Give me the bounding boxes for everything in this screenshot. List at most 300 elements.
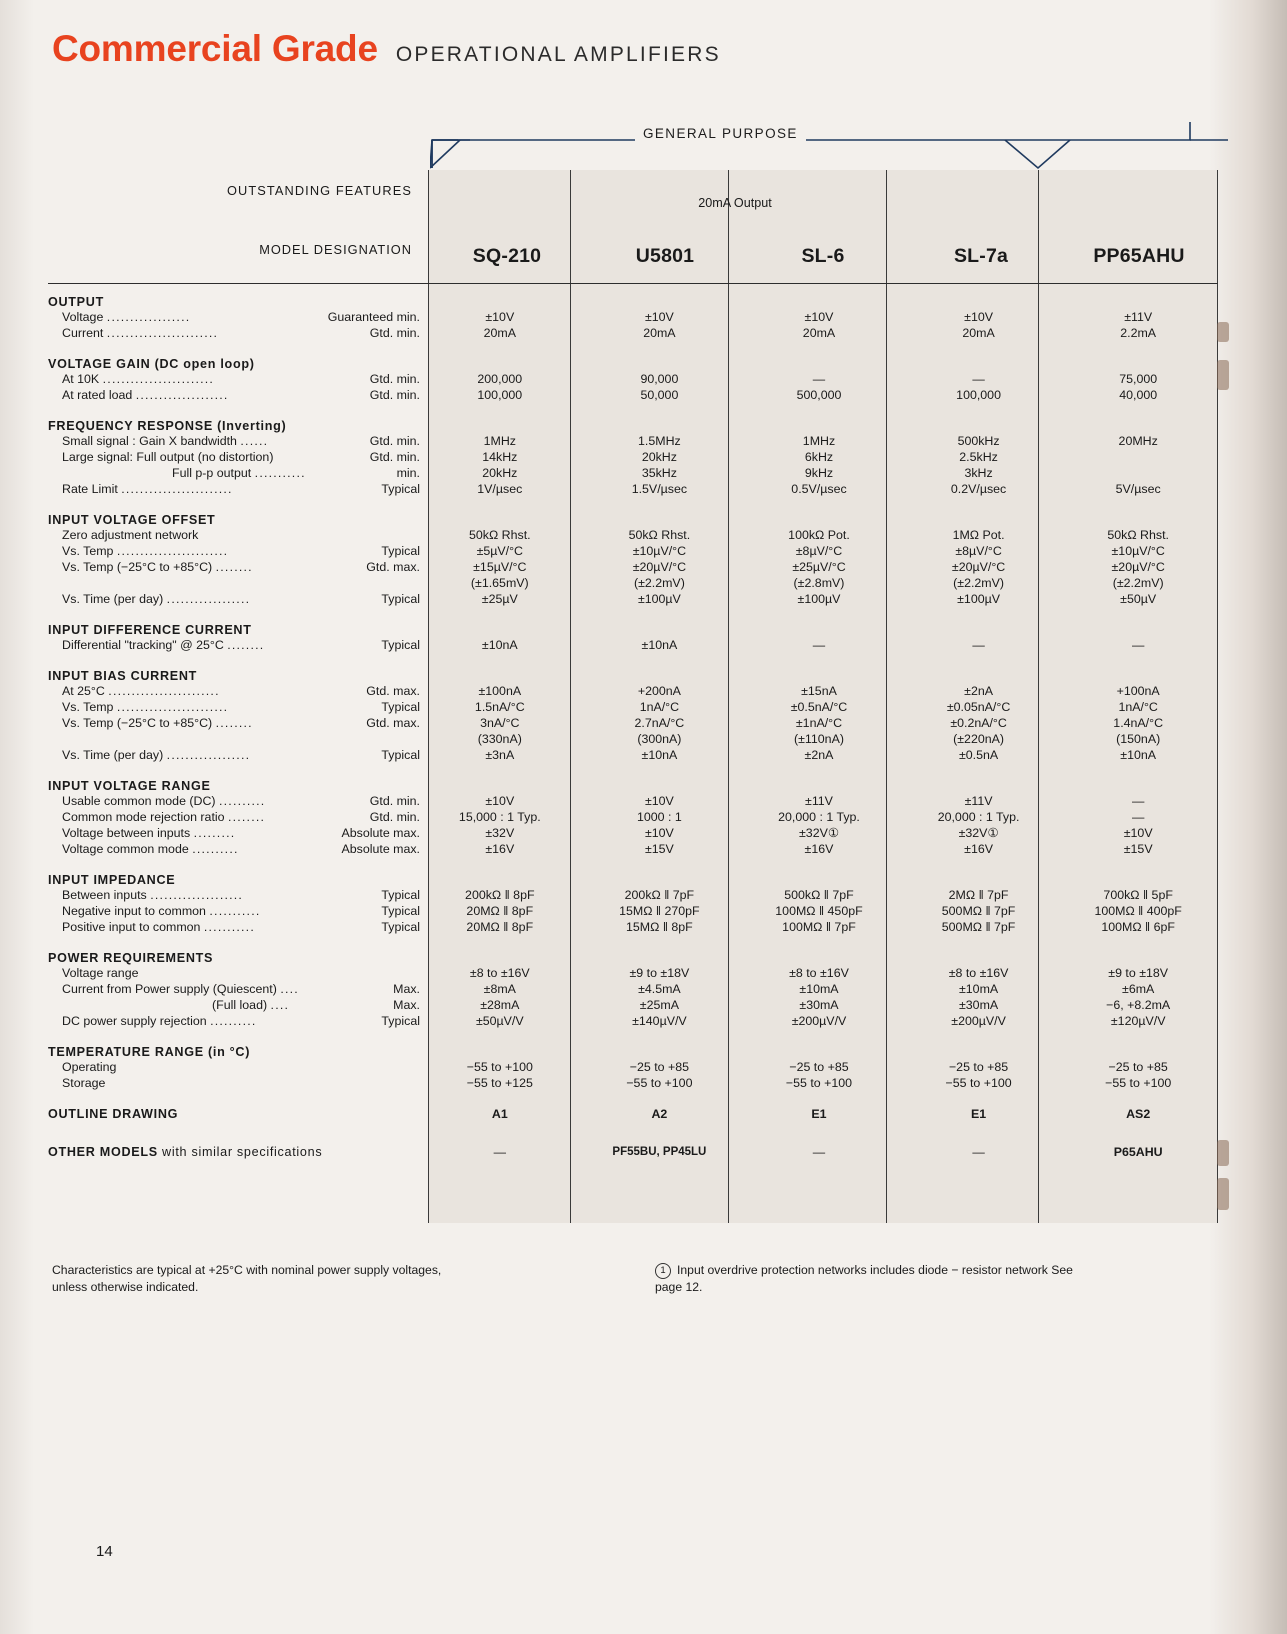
cell-sq-210: ±32V	[485, 826, 515, 840]
spec-section	[48, 350, 1218, 412]
cell-sl-7a: ±2nA	[964, 684, 993, 698]
cell-sl-7a: 100,000	[956, 388, 1001, 402]
row-values	[420, 715, 1218, 731]
cell-sl-6: E1	[811, 1107, 827, 1121]
binder-mark	[1217, 1140, 1229, 1166]
cell-sl-6: ±15nA	[801, 684, 837, 698]
cell-pp65ahu: 5V/µsec	[1115, 482, 1161, 496]
cell-sl-6: ±200µV/V	[791, 1014, 847, 1028]
table-row	[48, 731, 1218, 747]
cell-sl-7a: ±0.2nA/°C	[950, 716, 1007, 730]
cell-sl-6: 20,000 : 1 Typ.	[778, 810, 860, 824]
cell-sq-210: 20kHz	[482, 466, 518, 480]
cell-pp65ahu	[1058, 449, 1218, 465]
row-label: (Full load) .... Max.	[212, 998, 420, 1012]
row-values	[420, 387, 1218, 403]
cell-sq-210: 200kΩ ‖ 8pF	[465, 888, 535, 902]
table-row	[48, 1013, 1218, 1029]
cell-u5801: 1.5MHz	[638, 434, 681, 448]
row-values	[420, 543, 1218, 559]
cell-sl-7a: ±20µV/°C	[951, 560, 1006, 574]
cell-pp65ahu: ±50µV	[1120, 592, 1157, 606]
general-purpose-bracket	[430, 120, 1230, 170]
cell-sl-6: ±2nA	[804, 748, 834, 762]
cell-sq-210: 200,000	[477, 372, 523, 386]
cell-u5801: −55 to +100	[626, 1076, 693, 1090]
cell-u5801: ±10V	[644, 826, 674, 840]
row-label: Storage	[62, 1076, 106, 1090]
spec-section	[48, 412, 1218, 506]
row-label: Vs. Time (per day) .................. Typical	[62, 592, 420, 606]
row-label: At rated load .................... Gtd. min.	[62, 388, 420, 402]
section-spacer	[48, 1029, 1218, 1038]
row-label: Large signal: Full output (no distortion) Gtd. min.	[62, 450, 420, 464]
section-title: FREQUENCY RESPONSE (Inverting)	[48, 419, 287, 433]
page-number: 14	[96, 1543, 113, 1560]
cell-sq-210: ±10V	[485, 794, 515, 808]
model-header-sl7a: SL-7a	[953, 245, 1009, 267]
cell-pp65ahu: (±2.2mV)	[1112, 576, 1164, 590]
cell-sl-7a: 500kHz	[957, 434, 1000, 448]
row-label: Positive input to common ........... Typical	[62, 920, 420, 934]
row-label: Voltage range	[62, 966, 139, 980]
row-values	[420, 559, 1218, 575]
cell-sl-7a: ±16V	[964, 842, 993, 856]
row-label: Current ........................ Gtd. min.	[62, 326, 420, 340]
cell-sl-7a: ±32V①	[958, 826, 999, 840]
table-row	[48, 715, 1218, 731]
cell-sl-6: ±10V	[804, 310, 834, 324]
cell-sq-210: 14kHz	[482, 450, 518, 464]
section-title: TEMPERATURE RANGE (in °C)	[48, 1045, 251, 1059]
cell-sl-6: 100kΩ Pot.	[788, 528, 850, 542]
cell-sl-6: ±10mA	[799, 982, 839, 996]
cell-sl-7a: 500MΩ ‖ 7pF	[941, 904, 1016, 918]
cell-sl-7a: ±30mA	[958, 998, 999, 1012]
row-values	[420, 371, 1218, 387]
row-values	[420, 325, 1218, 341]
cell-sl-7a: —	[972, 1145, 985, 1159]
cell-pp65ahu: —	[1131, 794, 1145, 808]
row-label: At 25°C ........................ Gtd. max.	[62, 684, 420, 698]
spec-section	[48, 944, 1218, 1038]
cell-u5801: ±10µV/°C	[632, 544, 687, 558]
cell-sl-7a: 3kHz	[964, 466, 993, 480]
row-label: OUTLINE DRAWING	[48, 1107, 179, 1121]
table-row	[48, 387, 1218, 403]
model-header-u5801: U5801	[635, 245, 695, 267]
cell-sq-210: 1.5nA/°C	[474, 700, 525, 714]
cell-sq-210: ±25µV	[481, 592, 518, 606]
header-label-column	[48, 183, 420, 257]
row-values	[420, 731, 1218, 747]
cell-sl-6: —	[812, 372, 826, 386]
row-values	[420, 919, 1218, 935]
table-row	[48, 433, 1218, 449]
cell-u5801: ±10nA	[641, 748, 678, 762]
row-label: Current from Power supply (Quiescent) .... Max.	[62, 982, 420, 996]
cell-u5801: (±2.2mV)	[633, 576, 685, 590]
section-title: OUTPUT	[48, 295, 104, 309]
cell-u5801: ±140µV/V	[632, 1014, 687, 1028]
section-spacer	[48, 857, 1218, 866]
cell-u5801: 90,000	[640, 372, 679, 386]
table-row	[48, 559, 1218, 575]
cell-pp65ahu: ±11V	[1124, 310, 1153, 324]
cell-sl-7a: ±11V	[964, 794, 993, 808]
row-label: Between inputs .................... Typical	[62, 888, 420, 902]
cell-sq-210: 1MHz	[483, 434, 516, 448]
cell-u5801: 20kHz	[641, 450, 677, 464]
cell-sq-210: 20mA	[483, 326, 516, 340]
row-label: Vs. Temp (−25°C to +85°C) ........ Gtd. max.	[62, 716, 420, 730]
row-values	[420, 527, 1218, 543]
section-title: INPUT VOLTAGE RANGE	[48, 779, 211, 793]
section-spacer	[48, 763, 1218, 772]
cell-pp65ahu: −55 to +100	[1105, 1076, 1172, 1090]
row-values	[420, 591, 1218, 607]
cell-sl-7a: (±220nA)	[953, 732, 1005, 746]
footnote-right-text: Input overdrive protection networks includes diode − resistor network See page 12.	[655, 1263, 1073, 1294]
cell-pp65ahu: 75,000	[1119, 372, 1158, 386]
table-row	[48, 809, 1218, 825]
cell-sl-6: ±100µV	[797, 592, 841, 606]
cell-u5801: 20mA	[643, 326, 676, 340]
cell-u5801: 1nA/°C	[639, 700, 680, 714]
table-row	[48, 591, 1218, 607]
cell-sl-6: (±2.8mV)	[793, 576, 845, 590]
section-spacer	[48, 653, 1218, 662]
table-row	[48, 465, 1218, 481]
spec-section	[48, 506, 1218, 616]
row-label: Voltage .................. Guaranteed min.	[62, 310, 420, 324]
brand-title: Commercial Grade	[52, 28, 378, 69]
cell-u5801: 200kΩ ‖ 7pF	[624, 888, 695, 902]
cell-sl-6: ±0.5nA/°C	[790, 700, 848, 714]
cell-u5801: ±20µV/°C	[632, 560, 687, 574]
group-note-20ma: 20mA Output	[698, 196, 772, 210]
section-spacer	[48, 403, 1218, 412]
cell-sl-6: 500kΩ ‖ 7pF	[784, 888, 854, 902]
cell-pp65ahu: ±20µV/°C	[1111, 560, 1165, 574]
cell-pp65ahu: ±9 to ±18V	[1108, 966, 1169, 980]
cell-sq-210: ±50µV/V	[475, 1014, 524, 1028]
row-values	[420, 903, 1218, 919]
row-values	[420, 747, 1218, 763]
cell-sl-7a: 20mA	[962, 326, 995, 340]
cell-pp65ahu: (150nA)	[1116, 732, 1161, 746]
row-values	[420, 1075, 1218, 1091]
cell-pp65ahu: 50kΩ Rhst.	[1107, 528, 1169, 542]
section-title: POWER REQUIREMENTS	[48, 951, 214, 965]
model-header-sl6: SL-6	[801, 245, 845, 267]
cell-sl-6: (±110nA)	[794, 732, 844, 746]
cell-sl-6: 1MHz	[802, 434, 836, 448]
section-title: VOLTAGE GAIN (DC open loop)	[48, 357, 255, 371]
row-label: Small signal : Gain X bandwidth ...... Gtd. min.	[62, 434, 420, 448]
spec-section	[48, 1038, 1218, 1100]
cell-sl-7a: 2MΩ ‖ 7pF	[948, 888, 1009, 902]
table-row	[48, 575, 1218, 591]
cell-sl-6: −25 to +85	[789, 1060, 849, 1074]
cell-u5801: 2.7nA/°C	[634, 716, 685, 730]
row-label: Differential "tracking" @ 25°C ........ Typical	[62, 638, 420, 652]
cell-pp65ahu: +100nA	[1116, 684, 1160, 698]
spec-section	[48, 772, 1218, 866]
spec-table-body	[48, 288, 1218, 1176]
row-values	[420, 1144, 1218, 1160]
cell-sl-7a: —	[972, 372, 985, 386]
footnote-right	[655, 1262, 1075, 1296]
header-rule	[48, 283, 1218, 284]
cell-pp65ahu: −6, +8.2mA	[1106, 998, 1171, 1012]
table-row	[48, 449, 1218, 465]
row-label: OTHER MODELS with similar specifications	[48, 1145, 323, 1159]
section-spacer	[48, 341, 1218, 350]
cell-sq-210: ±16V	[485, 842, 515, 856]
cell-sq-210: A1	[491, 1107, 508, 1121]
table-row	[48, 325, 1218, 341]
cell-u5801: ±15V	[644, 842, 674, 856]
cell-u5801: ±10V	[644, 310, 674, 324]
table-row	[48, 1144, 1218, 1160]
spec-section	[48, 616, 1218, 662]
cell-pp65ahu: 20MHz	[1118, 434, 1158, 448]
cell-pp65ahu: —	[1131, 810, 1145, 824]
section-spacer	[48, 1091, 1218, 1100]
cell-sl-7a: ±100µV	[957, 592, 1001, 606]
cell-sl-6: 500,000	[796, 388, 842, 402]
table-row	[48, 699, 1218, 715]
cell-sq-210: ±28mA	[480, 998, 520, 1012]
table-row	[48, 903, 1218, 919]
cell-u5801: A2	[651, 1107, 668, 1121]
cell-sq-210: ±15µV/°C	[473, 560, 527, 574]
cell-sl-7a: 1MΩ Pot.	[952, 528, 1005, 542]
cell-sl-6: 100MΩ ‖ 7pF	[782, 920, 856, 934]
cell-sq-210: −55 to +125	[466, 1076, 533, 1090]
cell-u5801: PF55BU, PP45LU	[612, 1146, 707, 1158]
cell-pp65ahu: 100MΩ ‖ 400pF	[1094, 904, 1182, 918]
cell-sq-210: 100,000	[477, 388, 523, 402]
cell-sl-7a: ±10mA	[958, 982, 999, 996]
section-title: INPUT IMPEDANCE	[48, 873, 176, 887]
section-spacer	[48, 607, 1218, 616]
cell-sl-6: ±32V①	[799, 826, 839, 840]
row-values	[420, 481, 1218, 497]
cell-u5801: ±10V	[644, 794, 674, 808]
cell-pp65ahu: −25 to +85	[1108, 1060, 1168, 1074]
cell-sl-6: 0.5V/µsec	[791, 482, 847, 496]
cell-u5801: (300nA)	[637, 732, 682, 746]
row-values	[420, 887, 1218, 903]
section-title: INPUT VOLTAGE OFFSET	[48, 513, 216, 527]
cell-pp65ahu: 1nA/°C	[1118, 700, 1158, 714]
cell-sq-210: ±3nA	[485, 748, 515, 762]
row-values	[420, 1059, 1218, 1075]
section-title: INPUT DIFFERENCE CURRENT	[48, 623, 252, 637]
table-row	[48, 1059, 1218, 1075]
cell-sq-210: ±8mA	[483, 982, 516, 996]
cell-sq-210: —	[493, 1145, 506, 1159]
row-values	[420, 841, 1218, 857]
cell-sl-7a: ±10V	[964, 310, 993, 324]
row-values	[420, 637, 1218, 653]
row-label: Full p-p output ........... min.	[172, 466, 420, 480]
cell-sq-210: ±5µV/°C	[476, 544, 524, 558]
row-values	[420, 997, 1218, 1013]
cell-sq-210: 1V/µsec	[477, 482, 523, 496]
cell-sl-6: ±8µV/°C	[795, 544, 843, 558]
row-values	[420, 809, 1218, 825]
spec-section	[48, 288, 1218, 350]
header-subtitle: OPERATIONAL AMPLIFIERS	[395, 43, 721, 66]
cell-sq-210: ±100nA	[478, 684, 522, 698]
cell-pp65ahu	[1058, 465, 1218, 481]
table-row	[48, 683, 1218, 699]
table-row	[48, 793, 1218, 809]
row-label: DC power supply rejection .......... Typical	[62, 1014, 420, 1028]
row-label: Voltage between inputs ......... Absolute max.	[62, 826, 420, 840]
row-label: Vs. Time (per day) .................. Typical	[62, 748, 420, 762]
row-label: Zero adjustment network	[62, 528, 199, 542]
row-label: Vs. Temp ........................ Typical	[62, 544, 420, 558]
cell-pp65ahu: ±6mA	[1122, 982, 1155, 996]
table-row	[48, 747, 1218, 763]
row-label: Common mode rejection ratio ........ Gtd. min.	[62, 810, 420, 824]
cell-pp65ahu: 1.4nA/°C	[1113, 716, 1164, 730]
cell-sq-210: (±1.65mV)	[470, 576, 529, 590]
cell-u5801: −25 to +85	[629, 1060, 690, 1074]
cell-u5801: ±100µV	[637, 592, 681, 606]
cell-sq-210: ±10nA	[481, 638, 518, 652]
section-title: INPUT BIAS CURRENT	[48, 669, 198, 683]
cell-sl-7a: 500MΩ ‖ 7pF	[941, 920, 1016, 934]
cell-pp65ahu: ±10nA	[1120, 748, 1157, 762]
row-label: Voltage common mode .......... Absolute max.	[62, 842, 420, 856]
spec-section	[48, 866, 1218, 944]
cell-pp65ahu: 2.2mA	[1120, 326, 1157, 340]
row-label: Rate Limit ........................ Typical	[62, 482, 420, 496]
row-label: At 10K ........................ Gtd. min.	[62, 372, 420, 386]
cell-sq-210: 50kΩ Rhst.	[468, 528, 531, 542]
cell-u5801: 15MΩ ‖ 8pF	[626, 920, 693, 934]
row-values	[420, 699, 1218, 715]
table-row	[48, 309, 1218, 325]
cell-sl-7a: ±0.5nA	[958, 748, 999, 762]
cell-sl-7a: (±2.2mV)	[953, 576, 1005, 590]
binder-mark	[1217, 1178, 1229, 1210]
footnote-marker-icon: 1	[655, 1263, 671, 1279]
table-row	[48, 527, 1218, 543]
cell-pp65ahu: AS2	[1126, 1107, 1151, 1121]
binder-mark	[1217, 360, 1229, 390]
cell-sl-6: ±11V	[805, 794, 833, 808]
table-row	[48, 1075, 1218, 1091]
cell-sl-7a: 20,000 : 1 Typ.	[937, 810, 1020, 824]
cell-u5801: 50kΩ Rhst.	[628, 528, 691, 542]
row-values	[420, 309, 1218, 325]
table-row	[48, 887, 1218, 903]
cell-sl-6: 6kHz	[804, 450, 834, 464]
model-header-pp65ahu: PP65AHU	[1093, 245, 1185, 267]
bracket-label: GENERAL PURPOSE	[635, 126, 806, 141]
cell-u5801: 50,000	[640, 388, 679, 402]
cell-sl-7a: E1	[971, 1107, 987, 1121]
row-values	[420, 825, 1218, 841]
cell-pp65ahu: 700kΩ ‖ 5pF	[1103, 888, 1173, 902]
cell-pp65ahu: ±15V	[1123, 842, 1153, 856]
cell-sl-6: —	[812, 1145, 826, 1159]
cell-u5801: 1.5V/µsec	[631, 482, 688, 496]
row-label: Usable common mode (DC) .......... Gtd. min.	[62, 794, 420, 808]
cell-sl-7a: ±8µV/°C	[955, 544, 1002, 558]
cell-sl-7a: 2.5kHz	[959, 450, 998, 464]
cell-sq-210: −55 to +100	[466, 1060, 533, 1074]
binder-mark	[1217, 322, 1229, 342]
row-label: Negative input to common ........... Typical	[62, 904, 420, 918]
table-row	[48, 637, 1218, 653]
cell-sq-210: 15,000 : 1 Typ.	[458, 810, 541, 824]
row-values	[420, 465, 1218, 481]
cell-sl-6: 100MΩ ‖ 450pF	[775, 904, 863, 918]
table-row	[48, 997, 1218, 1013]
section-spacer	[48, 1160, 1218, 1176]
cell-pp65ahu: 100MΩ ‖ 6pF	[1101, 920, 1175, 934]
row-values	[420, 1106, 1218, 1122]
cell-sq-210: ±10V	[485, 310, 515, 324]
section-spacer	[48, 1122, 1218, 1138]
cell-u5801: ±9 to ±18V	[629, 966, 690, 980]
cell-u5801: ±4.5mA	[638, 982, 681, 996]
cell-u5801: +200nA	[637, 684, 681, 698]
section-spacer	[48, 497, 1218, 506]
cell-sq-210: 20MΩ ‖ 8pF	[466, 904, 534, 918]
cell-pp65ahu: —	[1131, 638, 1145, 652]
table-row	[48, 965, 1218, 981]
cell-sl-6: ±1nA/°C	[795, 716, 843, 730]
row-values	[420, 683, 1218, 699]
cell-sl-6: ±16V	[804, 842, 834, 856]
row-values	[420, 965, 1218, 981]
model-designation-label: MODEL DESIGNATION	[259, 242, 412, 257]
cell-sq-210: 20MΩ ‖ 8pF	[466, 920, 534, 934]
cell-u5801: ±25mA	[639, 998, 679, 1012]
row-values	[420, 1013, 1218, 1029]
cell-sl-7a: ±200µV/V	[951, 1014, 1006, 1028]
outstanding-features-label: OUTSTANDING FEATURES	[226, 183, 412, 198]
cell-sl-7a: —	[972, 638, 985, 652]
cell-sl-6: —	[812, 638, 826, 652]
model-header-row	[428, 245, 1218, 268]
row-values	[420, 981, 1218, 997]
row-label: Vs. Temp (−25°C to +85°C) ........ Gtd. max.	[62, 560, 420, 574]
spec-section	[48, 662, 1218, 772]
cell-sl-6: ±30mA	[799, 998, 839, 1012]
table-row	[48, 825, 1218, 841]
cell-sl-7a: −25 to +85	[948, 1060, 1009, 1074]
row-values	[420, 793, 1218, 809]
table-row	[48, 1106, 1218, 1122]
cell-sl-7a: −55 to +100	[945, 1076, 1012, 1090]
cell-pp65ahu: ±10V	[1123, 826, 1153, 840]
cell-sl-6: 20mA	[802, 326, 836, 340]
table-row	[48, 481, 1218, 497]
page-header	[52, 28, 721, 70]
row-label: Vs. Temp ........................ Typical	[62, 700, 420, 714]
cell-u5801: 15MΩ ‖ 270pF	[619, 904, 700, 918]
cell-u5801: 35kHz	[641, 466, 677, 480]
